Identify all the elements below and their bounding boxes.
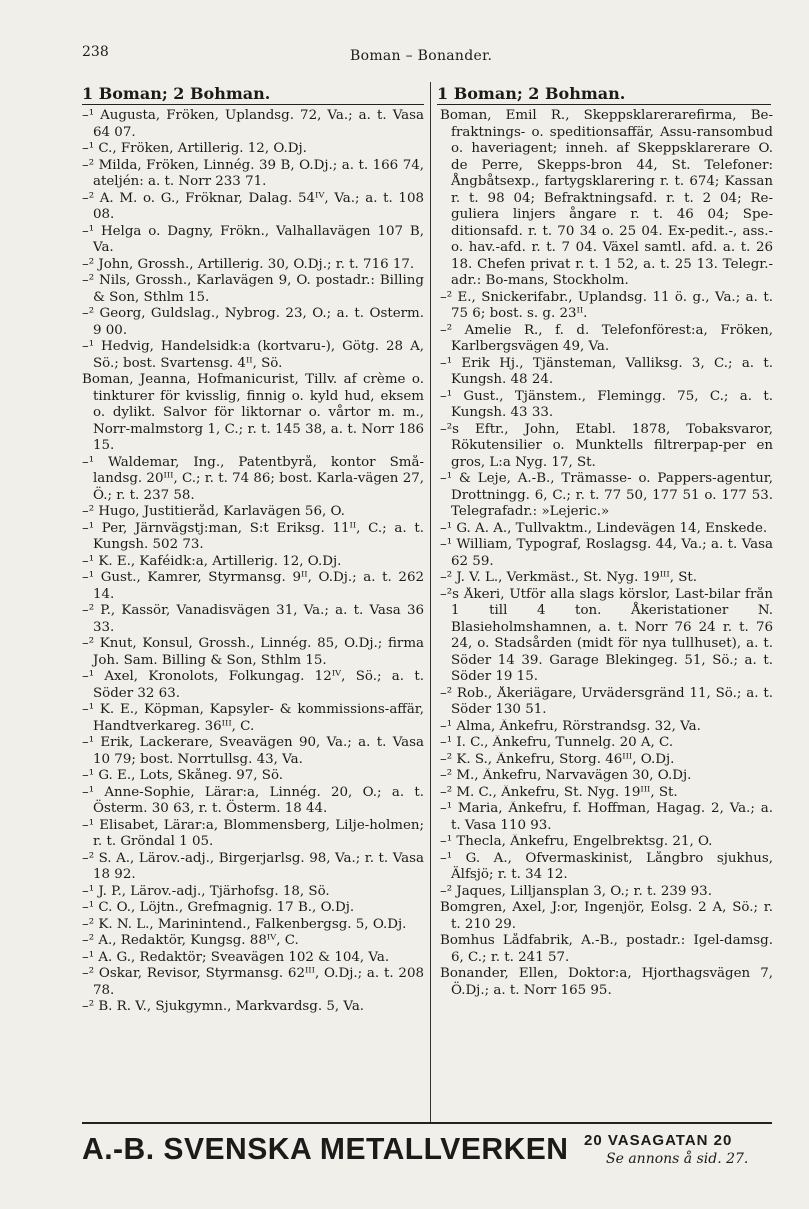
directory-entry: –¹ William, Typograf, Roslagsg. 44, Va.; a. t. Vasa 62 59. xyxy=(440,537,773,569)
directory-entry: –¹ G. A. A., Tullvaktm., Lindevägen 14, Enskede. xyxy=(440,520,768,536)
left-column-heading: 1 Boman; 2 Bohman. xyxy=(82,84,424,105)
directory-entry: –² J. V. L., Verkmäst., St. Nyg. 19ᴵᴵᴵ, St. xyxy=(440,570,698,585)
right-column-heading: 1 Boman; 2 Bohman. xyxy=(437,84,771,105)
directory-entry: –¹ Erik Hj., Tjänsteman, Valliksg. 3, C.; a. t. Kungsh. 48 24. xyxy=(440,355,773,387)
directory-entry: –¹ A. G., Redaktör; Sveavägen 102 & 104, Va. xyxy=(82,949,390,965)
page-number: 238 xyxy=(82,44,109,60)
left-column xyxy=(82,108,424,1016)
directory-entry: –² Amelie R., f. d. Telefonförest:a, Fröken, Karlbergsvägen 49, Va. xyxy=(440,322,773,354)
directory-entry: –¹ Gust., Tjänstem., Flemingg. 75, C.; a. t. Kungsh. 43 33. xyxy=(440,388,773,420)
directory-entry: –¹ & Leje, A.-B., Trämasse- o. Pappers-agentur, Drottningg. 6, C.; r. t. 77 50, 177 51 o. 177 53. Telegrafadr.: »Lejeric.» xyxy=(440,471,773,519)
directory-entry: –² Hugo, Justitieråd, Karlavägen 56, Ö. xyxy=(82,504,345,519)
directory-entry: –¹ C., Fröken, Artillerig. 12, Ö.Dj. xyxy=(82,141,307,156)
directory-entry: –² S. A., Lärov.-adj., Birgerjarlsg. 98, Va.; r. t. Vasa 18 92. xyxy=(82,850,424,882)
directory-entry: –²s Eftr., John, Etabl. 1878, Tobaksvaror, Rökutensilier o. Munktells filtrerpap-per en gros, L:a Nyg. 17, St. xyxy=(440,421,773,470)
directory-entry: –² E., Snickerifabr., Uplandsg. 11 ö. g., Va.; a. t. 75 6; bost. s. g. 23ᴵᴵ. xyxy=(440,289,773,321)
directory-entry: –¹ Per, Järnvägstj:man, S:t Eriksg. 11ᴵᴵ, C.; a. t. Kungsh. 502 73. xyxy=(82,520,424,552)
directory-entry: –¹ Erik, Lackerare, Sveavägen 90, Va.; a. t. Vasa 10 79; bost. Norrtullsg. 43, Va. xyxy=(82,735,424,767)
directory-entry: –¹ Alma, Änkefru, Rörstrandsg. 32, Va. xyxy=(440,718,701,734)
directory-entry: –² A., Redaktör, Kungsg. 88ᴵⱽ, C. xyxy=(82,933,299,948)
directory-entry: –² P., Kassör, Vanadisvägen 31, Va.; a. t. Vasa 36 33. xyxy=(82,603,424,635)
running-title: Boman – Bonander. xyxy=(350,48,493,64)
directory-entry: –² Oskar, Revisor, Styrmansg. 62ᴵᴵᴵ, Ö.Dj.; a. t. 208 78. xyxy=(82,966,424,998)
directory-entry: –² M. C., Änkefru, St. Nyg. 19ᴵᴵᴵ, St. xyxy=(440,784,678,800)
footer-divider xyxy=(82,1122,772,1124)
directory-entry: –² John, Grossh., Artillerig. 30, Ö.Dj.; r. t. 716 17. xyxy=(82,256,415,272)
directory-entry: –¹ G. A., Öfvermaskinist, Långbro sjukhus, Älfsjö; r. t. 34 12. xyxy=(440,850,773,882)
directory-entry: Bomhus Lådfabrik, A.-B., postadr.: Igel-damsg. 6, C.; r. t. 241 57. xyxy=(440,933,773,965)
ad-address: 20 VASAGATAN 20 xyxy=(584,1132,733,1149)
directory-entry: –² Georg, Guldslag., Nybrog. 23, Ö.; a. t. Österm. 9 00. xyxy=(82,306,424,338)
directory-entry: –¹ Waldemar, Ing., Patentbyrå, kontor Små-landsg. 20ᴵᴵᴵ, C.; r. t. 74 86; bost. Karla-vägen 27, Ö.; r. t. 237 58. xyxy=(82,454,424,503)
advertisement-banner xyxy=(82,1131,772,1171)
directory-entry: –² Rob., Åkeriägare, Urvädersgränd 11, Sö.; a. t. Söder 130 51. xyxy=(440,685,773,717)
directory-entry: –¹ C. O., Löjtn., Grefmagnig. 17 B., Ö.Dj. xyxy=(82,900,355,915)
directory-entry: –² Jaques, Lilljansplan 3, Ö.; r. t. 239 93. xyxy=(440,883,712,899)
directory-entry: –² A. M. o. G., Fröknar, Dalag. 54ᴵⱽ, Va.; a. t. 108 08. xyxy=(82,190,424,222)
directory-entry: –¹ Gust., Kamrer, Styrmansg. 9ᴵᴵ, Ö.Dj.; a. t. 262 14. xyxy=(82,570,424,602)
directory-entry: Boman, Jeanna, Hofmanicurist, Tillv. af crème o. tinkturer för kvisslig, finnig o. kyld hud, eksem o. dylikt. Salvor för liktornar o. vårtor m. m., Norr-malmstorg 1, C.; r. t. 145 38, a. t. Norr 186 15. xyxy=(82,372,424,453)
directory-entry: –² Nils, Grossh., Karlavägen 9, Ö. postadr.: Billing & Son, Sthlm 15. xyxy=(82,273,424,305)
directory-entry: Boman, Emil R., Skeppsklarerarefirma, Be-fraktnings- o. speditionsaffär, Assu-ransombud o. haveriagent; inneh. af Skeppsklarerare O. de Perre, Skepps-bron 44, St. Telefoner: Ångbåtsexp., fartygsklarering r. t. 674; Kassan r. t. 98 04; Befraktningsafd. r. t. 2 04; Re-guliera linjers ångare r. t. 46 04; Spe-ditionsafd. r. t. 70 34 o. 25 04. Ex-pedit.-, ass.- o. hav.-afd. r. t. 7 04. Växel samtl. afd. a. t. 26 18. Chefen privat r. t. 1 52, a. t. 25 13. Telegr.-adr.: Bo-mans, Stockholm. xyxy=(440,108,773,288)
directory-entry: –² M., Änkefru, Narvavägen 30, Ö.Dj. xyxy=(440,768,692,783)
directory-entry: –¹ Thecla, Änkefru, Engelbrektsg. 21, Ö. xyxy=(440,834,713,849)
directory-entry: –² K. S., Änkefru, Storg. 46ᴵᴵᴵ, Ö.Dj. xyxy=(440,751,675,767)
directory-entry: Bonander, Ellen, Doktor:a, Hjorthagsvägen 7, Ö.Dj.; a. t. Norr 165 95. xyxy=(440,966,773,998)
directory-entry: –¹ Anne-Sophie, Lärar:a, Linnég. 20, Ö.; a. t. Österm. 30 63, r. t. Österm. 18 44. xyxy=(82,784,424,816)
directory-entry: –¹ G. E., Lots, Skåneg. 97, Sö. xyxy=(82,768,284,783)
directory-entry: –² B. R. V., Sjukgymn., Markvardsg. 5, Va. xyxy=(82,999,365,1014)
directory-entry: –¹ Axel, Kronolots, Folkungag. 12ᴵⱽ, Sö.; a. t. Söder 32 63. xyxy=(82,669,424,701)
directory-entry: –²s Åkeri, Utför alla slags körslor, Last-bilar från 1 till 4 ton. Åkeristationer N. Blasieholmshamnen, a. t. Norr 76 24 r. t. 76 24, o. Stadsården (midt för nya tullhuset), a. t. Söder 14 39. Garage Blekingeg. 51, Sö.; a. t. Söder 19 15. xyxy=(440,586,773,684)
directory-entry: –¹ K. E., Kaféidk:a, Artillerig. 12, Ö.Dj. xyxy=(82,553,342,569)
directory-entry: –² Milda, Fröken, Linnég. 39 B, Ö.Dj.; a. t. 166 74, ateljén: a. t. Norr 233 71. xyxy=(82,157,424,189)
ad-note: Se annons å sid. 27. xyxy=(606,1151,749,1167)
directory-entry: –¹ Maria, Änkefru, f. Hoffman, Hagag. 2, Va.; a. t. Vasa 110 93. xyxy=(440,801,773,833)
right-column xyxy=(440,108,773,999)
directory-entry: –² Knut, Konsul, Grossh., Linnég. 85, Ö.Dj.; firma Joh. Sam. Billing & Son, Sthlm 15. xyxy=(82,636,424,668)
directory-entry: –¹ Elisabet, Lärar:a, Blommensberg, Lilje-holmen; r. t. Gröndal 1 05. xyxy=(82,817,424,849)
directory-entry: Bomgren, Axel, J:or, Ingenjör, Eolsg. 2 A, Sö.; r. t. 210 29. xyxy=(440,900,773,932)
directory-entry: –¹ Hedvig, Handelsidk:a (kortvaru-), Götg. 28 A, Sö.; bost. Svartensg. 4ᴵᴵ, Sö. xyxy=(82,339,424,371)
ad-company-name: A.-B. SVENSKA METALLVERKEN xyxy=(82,1131,569,1166)
directory-entry: –¹ Augusta, Fröken, Uplandsg. 72, Va.; a. t. Vasa 64 07. xyxy=(82,108,424,140)
directory-entry: –² K. N. L., Marinintend., Falkenbergsg. 5, Ö.Dj. xyxy=(82,916,407,932)
column-divider xyxy=(430,82,431,1124)
directory-entry: –¹ K. E., Köpman, Kapsyler- & kommissions-affär, Handtverkareg. 36ᴵᴵᴵ, C. xyxy=(82,702,424,734)
directory-entry: –¹ I. C., Änkefru, Tunnelg. 20 A, C. xyxy=(440,735,674,750)
directory-entry: –¹ J. P., Lärov.-adj., Tjärhofsg. 18, Sö. xyxy=(82,883,330,899)
page-header xyxy=(0,44,809,70)
directory-entry: –¹ Helga o. Dagny, Frökn., Valhallavägen 107 B, Va. xyxy=(82,223,424,255)
